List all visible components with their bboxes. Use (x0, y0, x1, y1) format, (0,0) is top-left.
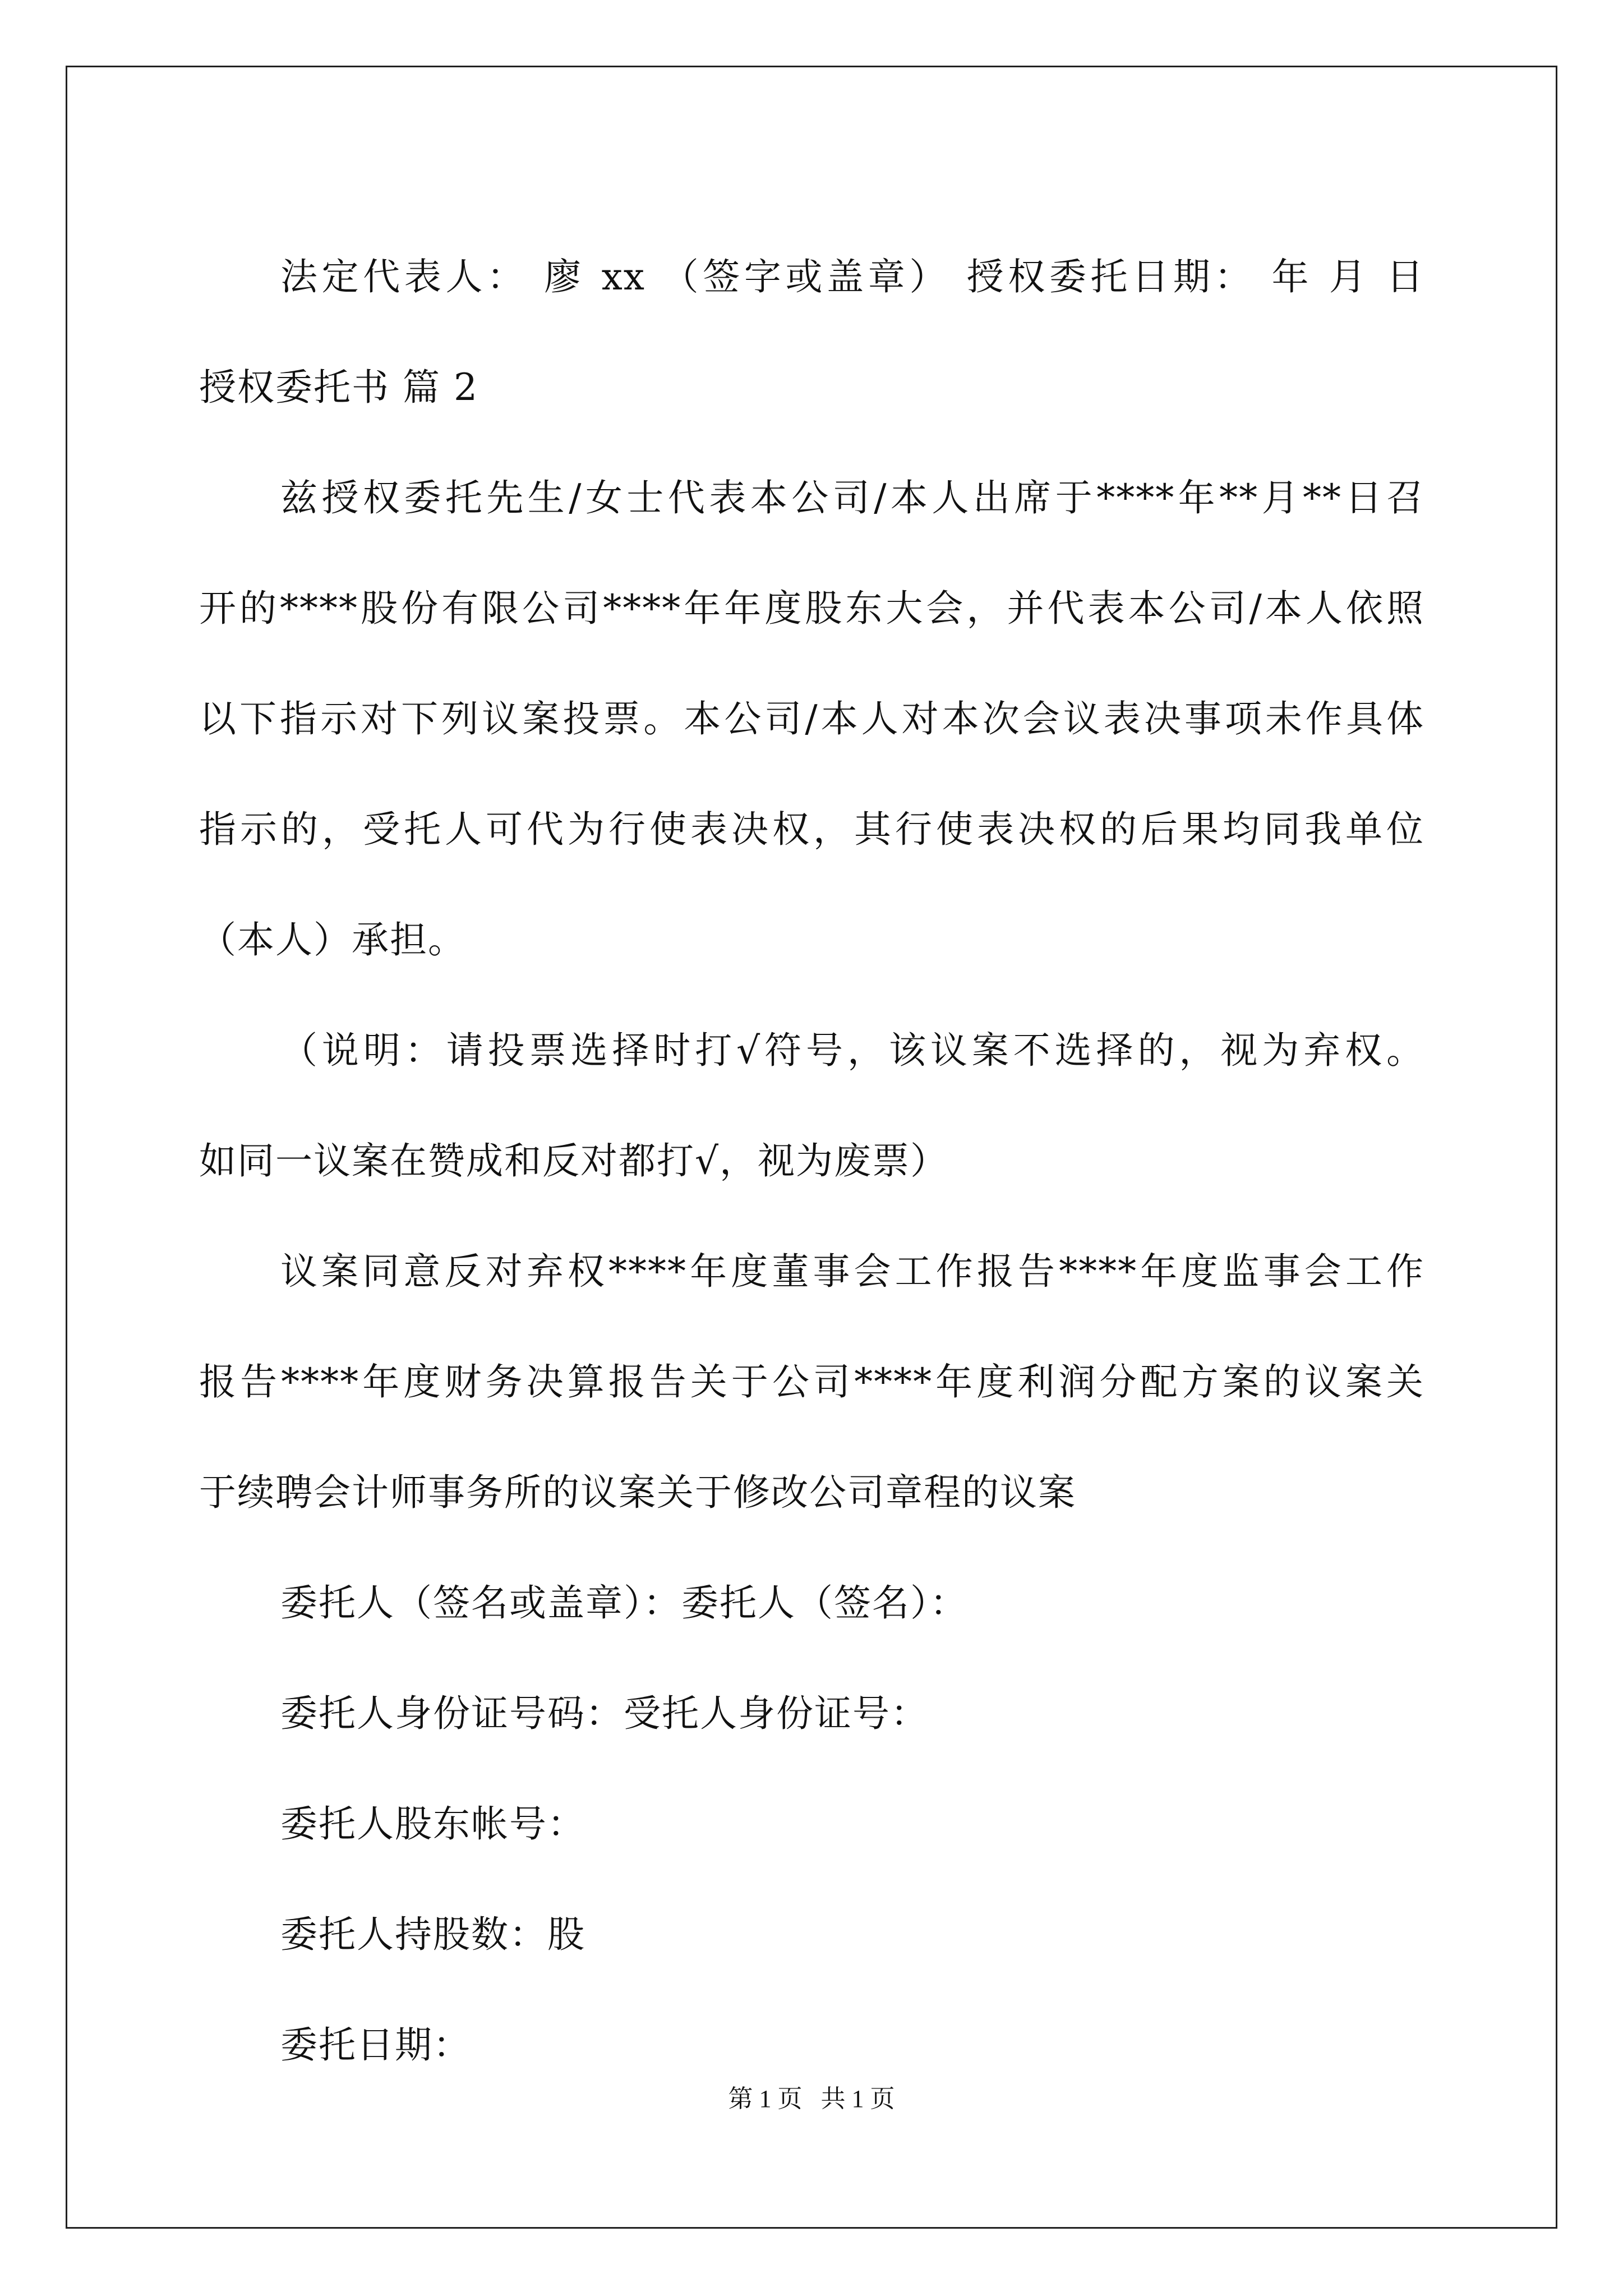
page-number-footer: 第 1 页 共 1 页 (728, 2085, 895, 2113)
signature-field-line: 委托人（签名或盖章）：委托人（签名）： (280, 1581, 968, 1625)
instruction-line: 如同一议案在赞成和反对都打√，视为废票） (199, 1139, 949, 1182)
date-field-line: 委托日期： (280, 2023, 471, 2067)
shareholder-account-field-line: 委托人股东帐号： (280, 1802, 585, 1846)
id-number-field-line: 委托人身份证号码：受托人身份证号： (280, 1692, 929, 1735)
paragraph-line: 指示的，受托人可代为行使表决权，其行使表决权的后果均同我单位 (199, 808, 1424, 851)
paragraph-line: 兹授权委托先生/女士代表本公司/本人出席于****年**月**日召 (280, 476, 1424, 519)
shares-held-field-line: 委托人持股数：股 (280, 1913, 585, 1956)
paragraph-line: 开的****股份有限公司****年年度股东大会，并代表本公司/本人依照 (199, 587, 1424, 630)
document-body (199, 222, 1424, 2100)
paragraph-line: （本人）承担。 (199, 918, 466, 961)
section-heading: 授权委托书 篇 2 (199, 366, 478, 409)
motion-line: 于续聘会计师事务所的议案关于修改公司章程的议案 (199, 1471, 1076, 1514)
legal-representative-line: 法定代表人： 廖 xx （签字或盖章） 授权委托日期： 年 月 日 (280, 255, 1424, 298)
motion-line: 报告****年度财务决算报告关于公司****年度利润分配方案的议案关 (199, 1360, 1424, 1404)
motion-line: 议案同意反对弃权****年度董事会工作报告****年度监事会工作 (280, 1250, 1424, 1293)
instruction-line: （说明：请投票选择时打√符号，该议案不选择的，视为弃权。 (280, 1029, 1424, 1072)
paragraph-line: 以下指示对下列议案投票。本公司/本人对本次会议表决事项未作具体 (199, 697, 1424, 740)
